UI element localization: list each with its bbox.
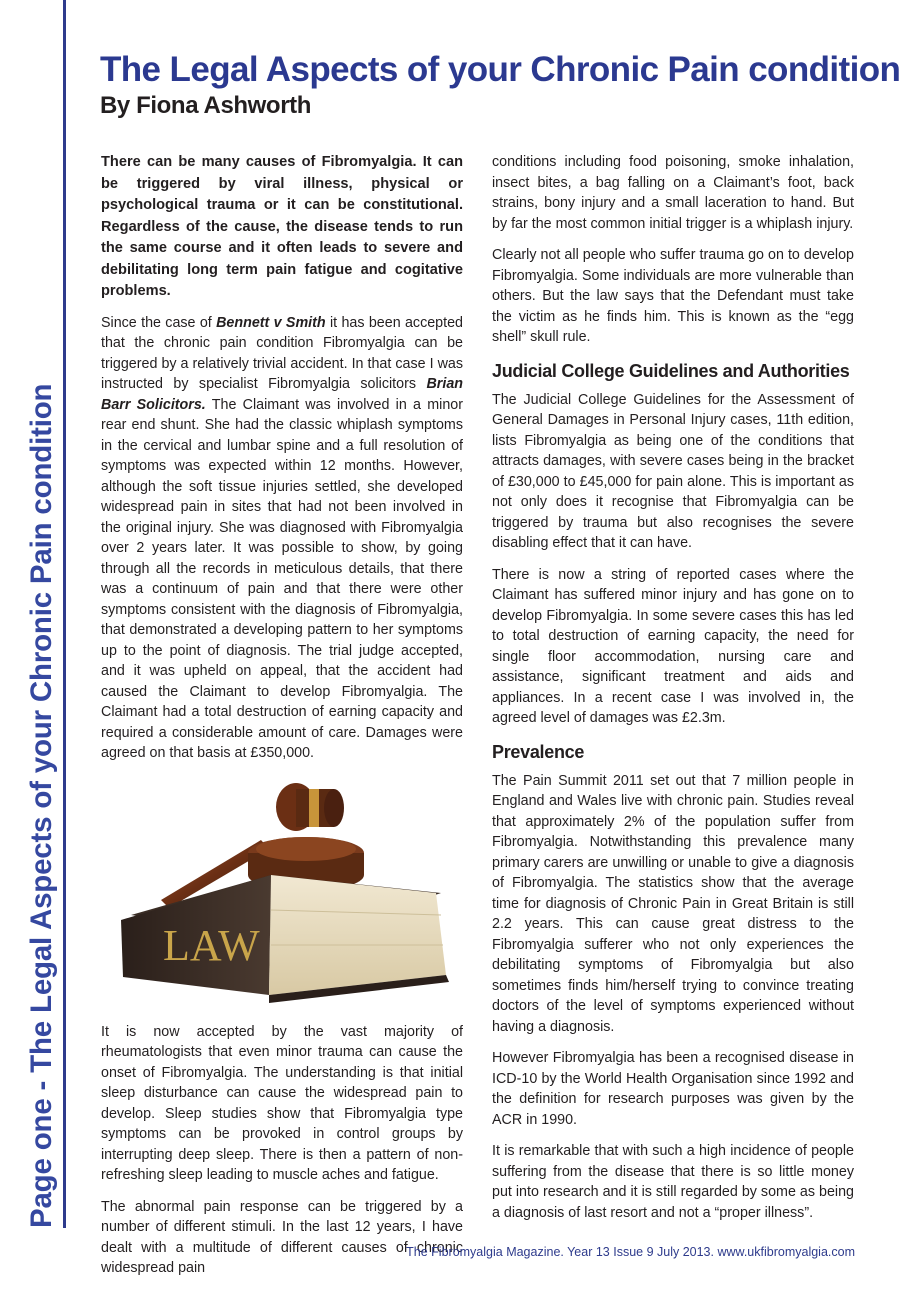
case-text-2: it has been accepted that the chronic pain condition Fibromyalgia can be triggered by a relatively trivial accident. In that case I was instructed by specialist Fibromyalgia solicitors (101, 314, 463, 392)
article-byline: By Fiona Ashworth (100, 92, 311, 119)
solicitor-firm-name: Brian Barr Solicitors. (101, 376, 463, 413)
paragraph-reported-cases: There is now a string of reported cases where the Claimant has suffered minor injury and has gone on to develop Fibromyalgia. In some severe cases this has led to total destruction of earning capacity, the need for single floor accommodation, nursing care and assistance, significant treatment and aids and appliances. In a recent case I was involved in, the agreed level of damages was £2.3m. (492, 566, 854, 726)
paragraph-conditions: conditions including food poisoning, smoke inhalation, insect bites, a bag falling on a Claimant’s foot, back strains, bony injury and a small laceration to hand. But by far the most common initial trigger is a whiplash injury. (492, 154, 854, 232)
heading-judicial-guidelines: Judicial College Guidelines and Authorities (492, 360, 850, 381)
paragraph-icd10: However Fibromyalgia has been a recognised disease in ICD-10 by the World Health Organisation since 1992 and the definition for research purposes was given by the ACR in 1990. (492, 1050, 854, 1128)
gavel-law-book-image (101, 775, 463, 1010)
case-paragraph (101, 313, 463, 764)
side-title-container (24, 383, 64, 1228)
case-text-3: The Claimant was involved in a minor rear end shunt. She had the classic whiplash symptoms in the cervical and lumbar spine and a full resolution of symptoms was expected within 12 months. However, although the soft tissue injuries settled, she developed widespread pain in sites that had not been involved in the original injury. She was diagnosed with Fibromyalgia over 2 years later. It was possible to show, by going through all the records in meticulous details, that there was a continuum of pain and that there were other symptoms consistent with the diagnosis of Fibromyalgia, that demonstrated a developing pattern to her symptoms up to the point of diagnosis. The trial judge accepted, and it was upheld on appeal, that the accident had caused the Claimant to develop Fibromyalgia. The Claimant had a total destruction of earning capacity and required a considerable amount of care. Damages were agreed on that basis at £350,000. (101, 396, 463, 761)
paragraph-sleep: It is now accepted by the vast majority of rheumatologists that even minor trauma can cause the onset of Fibromyalgia. The understanding is that initial sleep disturbance can cause the widespread pain to develop. Sleep studies show that Fibromyalgia type symptoms can be provoked in control groups by interrupting deep sleep. There is then a pattern of non-refreshing sleep leading to muscle aches and fatigue. (101, 1023, 463, 1183)
lead-paragraph: There can be many causes of Fibromyalgia. It can be triggered by viral illness, physical or psychological trauma or it can be constitutional. Regardless of the cause, the disease tends to run the same course and it often leads to severe and debilitating long term pain fatigue and cogitative problems. (101, 154, 463, 299)
heading-prevalence: Prevalence (492, 741, 585, 762)
book-spine-label: LAW (163, 920, 260, 970)
paragraph-stimuli: The abnormal pain response can be triggered by a number of different stimuli. In the last 12 years, I have dealt with a multitude of different causes of chronic widespread pain (101, 1198, 463, 1276)
left-column (101, 152, 463, 1290)
paragraph-guidelines: The Judicial College Guidelines for the Assessment of General Damages in Personal Injury cases, 11th edition, lists Fibromyalgia as being one of the conditions that attracts damages, with severe cases being in the bracket of £30,000 to £45,000 for pain alone. This is important as not only does it recognise that Fibromyalgia can be triggered by trauma but also recognises the severe disabling effect that it can have. (492, 391, 854, 551)
case-text-1: Since the case of (101, 314, 217, 331)
right-column (492, 152, 854, 1234)
article-title: The Legal Aspects of your Chronic Pain condition (100, 50, 901, 89)
side-running-title: Page one - The Legal Aspects of your Chronic Pain condition (25, 383, 58, 1228)
paragraph-egg-shell: Clearly not all people who suffer trauma go on to develop Fibromyalgia. Some individuals are more vulnerable than others. But the law says that the Defendant must take the victim as he finds him. This is known as the “egg shell” skull rule. (492, 247, 854, 345)
gavel-book-illustration (101, 775, 463, 1010)
paragraph-research: It is remarkable that with such a high incidence of people suffering from the disease that there is so little money put into research and it is still regarded by some as being a diagnosis of last resort and not a “proper illness”. (492, 1143, 854, 1221)
paragraph-pain-summit: The Pain Summit 2011 set out that 7 million people in England and Wales live with chronic pain. Studies reveal that approximately 2% of the population suffer from Fibromyalgia. Notwithstanding this prevalence many primary carers are unwilling or unable to give a diagnosis of Fibromyalgia. The statistics show that the average time for diagnosis of Chronic Pain in Great Britain is still 2.2 years. This can cause great distress to the Fibromyalgia sufferer who not only experiences the debilitating symptoms of Fibromyalgia but also sometimes finds him/herself trying to convince treating doctors of the level of symptoms experienced without having a diagnosis. (492, 772, 854, 1035)
case-name: Bennett v Smith (216, 314, 326, 331)
page-footer: The Fibromyalgia Magazine. Year 13 Issue 9 July 2013. www.ukfibromyalgia.com (406, 1245, 855, 1259)
